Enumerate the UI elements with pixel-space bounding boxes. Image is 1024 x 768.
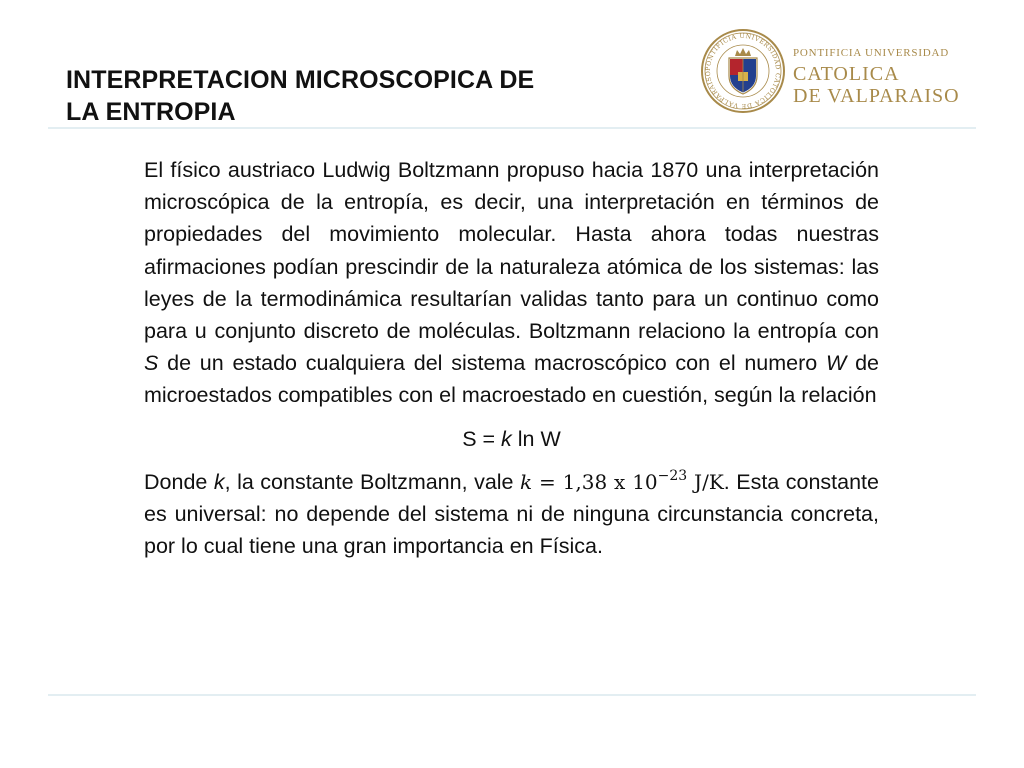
math-k: k xyxy=(520,469,533,494)
paragraph1-text-2: de un estado cualquiera del sistema macroscópico con el numero xyxy=(158,351,827,376)
math-value: = 1,38 x 10 xyxy=(532,469,658,494)
boltzmann-constant-value xyxy=(520,467,724,494)
formula-rhs: ln W xyxy=(511,426,561,451)
formula-k: k xyxy=(501,426,512,451)
wordmark-line-1: PONTIFICIA UNIVERSIDAD xyxy=(793,47,950,59)
wordmark-line-2: CATOLICA xyxy=(793,63,900,85)
university-wordmark xyxy=(793,48,983,107)
title-line-2: LA ENTROPIA xyxy=(66,98,236,126)
variable-s: S xyxy=(144,351,159,376)
university-seal-logo xyxy=(700,28,786,114)
footer-divider xyxy=(48,694,976,696)
variable-w: W xyxy=(826,351,847,376)
slide-body xyxy=(144,154,879,562)
entropy-formula xyxy=(144,424,879,454)
paragraph1-text-3: de microestados compatibles con el macroestado en cuestión, según la relación xyxy=(144,351,879,408)
title-line-1: INTERPRETACION MICROSCOPICA DE xyxy=(66,66,535,94)
paragraph2-text-2: , la constante Boltzmann, vale xyxy=(224,469,520,494)
math-exponent: −23 xyxy=(657,467,688,484)
wordmark-line-3: DE VALPARAISO xyxy=(793,85,960,107)
formula-lhs: S = xyxy=(462,426,502,451)
slide-title xyxy=(66,64,666,128)
header-divider xyxy=(48,127,976,129)
paragraph2-text-1: Donde xyxy=(144,469,214,494)
paragraph-boltzmann-intro xyxy=(144,154,879,412)
math-unit: J/K xyxy=(687,469,724,494)
paragraph2-text-3: . Esta constante es universal: no depende del sistema ni de ninguna circunstancia concreta, por lo cual tiene una gran importancia en Física. xyxy=(144,469,879,559)
paragraph-boltzmann-constant xyxy=(144,466,879,563)
paragraph2-k: k xyxy=(213,469,225,494)
seal-ring-text: PONTIFICIA UNIVERSIDAD CATOLICA DE VALPARAISO xyxy=(704,32,782,110)
paragraph1-text-1: El físico austriaco Ludwig Boltzmann propuso hacia 1870 una interpretación microscópica de la entropía, es decir, una interpretación en términos de propiedades del movimiento molecular. Hasta ahora todas nuestras afirmaciones podían prescindir de la naturaleza atómica de los sistemas: las leyes de la termodinámica resultarían validas tanto para un continuo como para u conjunto discreto de moléculas. Boltzmann relaciono la entropía con xyxy=(144,158,879,344)
